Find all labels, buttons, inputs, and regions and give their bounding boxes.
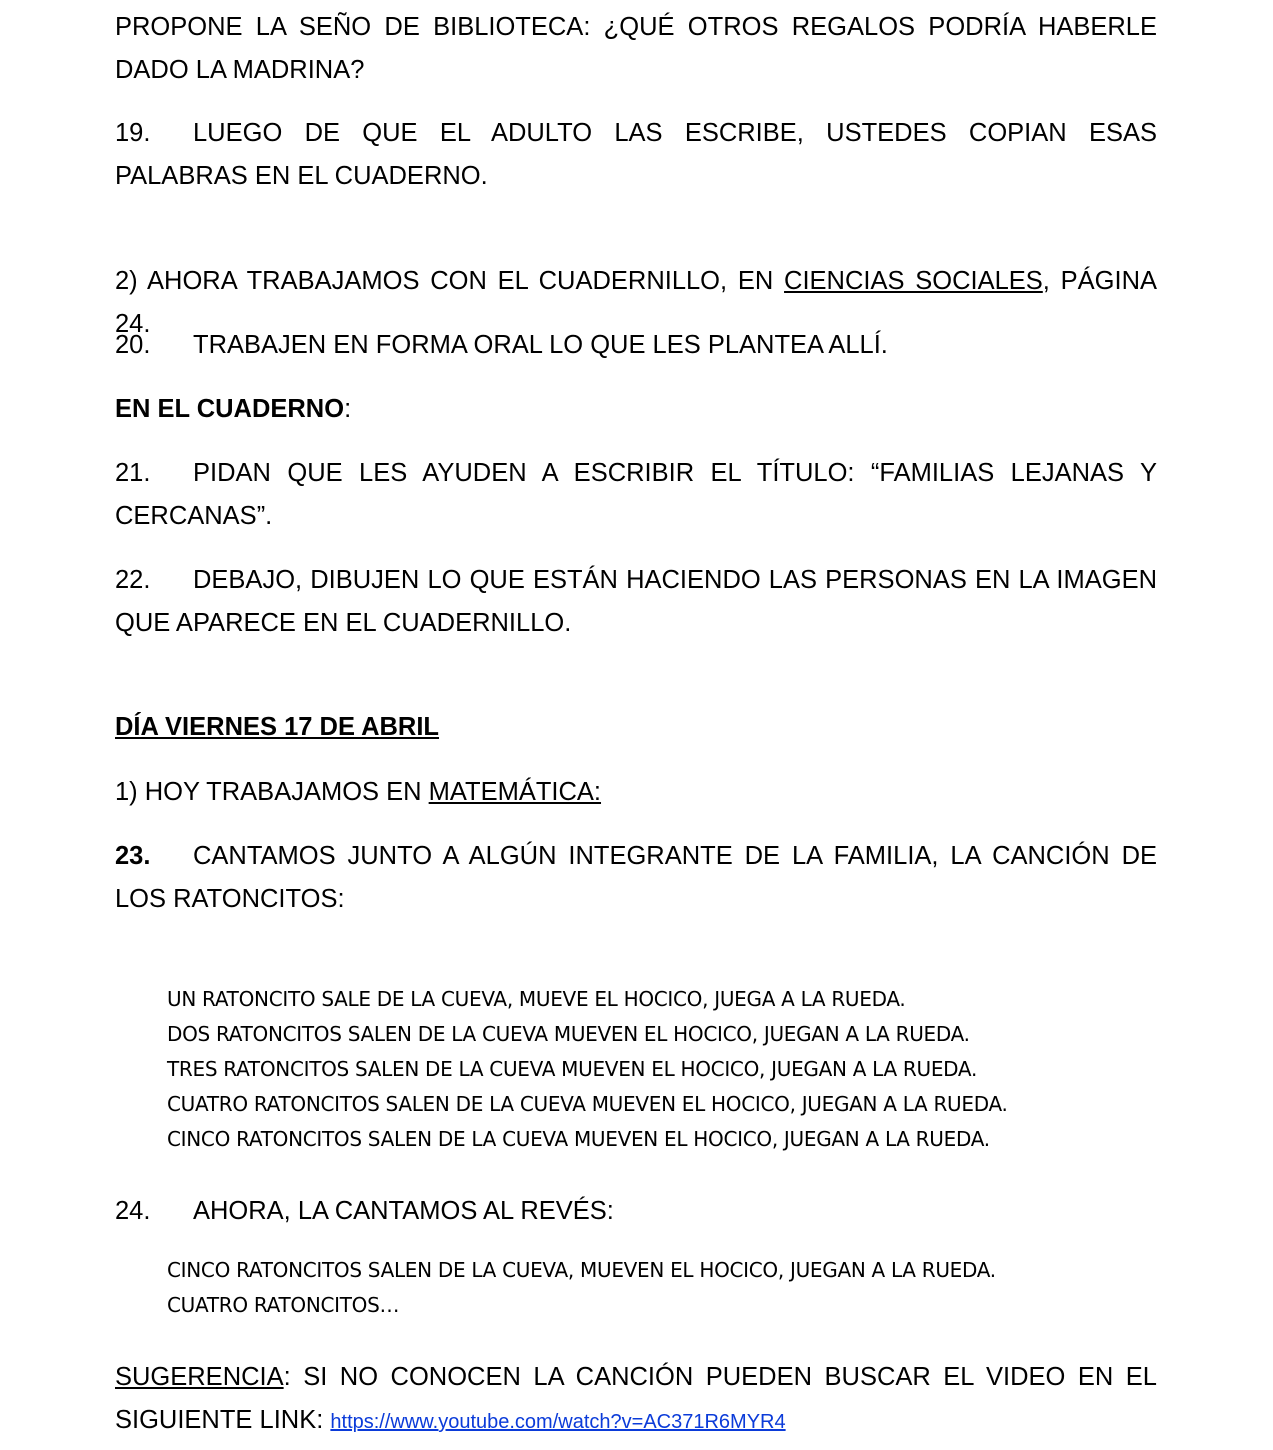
youtube-link[interactable]: https://www.youtube.com/watch?v=AC371R6MYR4 (330, 1411, 786, 1433)
item-24 (115, 1190, 1157, 1233)
text-segment: 2) AHORA TRABAJAMOS CON EL CUADERNILLO, EN (115, 267, 785, 295)
paragraph-matematica (115, 771, 1157, 814)
lyric-line: CUATRO RATONCITOS… (167, 1293, 400, 1317)
item-text: CANTAMOS JUNTO A ALGÚN INTEGRANTE DE LA FAMILIA, LA CANCIÓN DE LOS RATONCITOS: (115, 842, 1157, 913)
item-text: TRABAJEN EN FORMA ORAL LO QUE LES PLANTEA ALLÍ. (193, 331, 888, 359)
lyric-line: CINCO RATONCITOS SALEN DE LA CUEVA, MUEVEN EL HOCICO, JUEGAN A LA RUEDA. (167, 1258, 996, 1282)
label-en-el-cuaderno (115, 388, 1157, 431)
colon: : (344, 395, 352, 423)
sugerencia-text: : SI NO CONOCEN LA CANCIÓN PUEDEN BUSCAR EL VIDEO EN EL SIGUIENTE LINK: (115, 1363, 1157, 1434)
item-number: 19. (115, 119, 151, 147)
song-lyrics-reverse (115, 1253, 996, 1323)
item-text: DEBAJO, DIBUJEN LO QUE ESTÁN HACIENDO LAS PERSONAS EN LA IMAGEN QUE APARECE EN EL CUADERNILLO. (115, 566, 1157, 637)
lyric-line: DOS RATONCITOS SALEN DE LA CUEVA MUEVEN EL HOCICO, JUEGAN A LA RUEDA. (167, 1022, 970, 1046)
lyric-line: UN RATONCITO SALE DE LA CUEVA, MUEVE EL HOCICO, JUEGA A LA RUEDA. (167, 987, 906, 1011)
lyric-line: CUATRO RATONCITOS SALEN DE LA CUEVA MUEVEN EL HOCICO, JUEGAN A LA RUEDA. (167, 1092, 1008, 1116)
text-segment: , PÁGINA 24. (115, 267, 1157, 338)
item-text: LUEGO DE QUE EL ADULTO LAS ESCRIBE, USTEDES COPIAN ESAS PALABRAS EN EL CUADERNO. (115, 119, 1157, 190)
lyric-line: CINCO RATONCITOS SALEN DE LA CUEVA MUEVEN EL HOCICO, JUEGAN A LA RUEDA. (167, 1127, 990, 1151)
item-number: 24. (115, 1197, 151, 1225)
item-number: 23. (115, 842, 151, 870)
text-segment: 1) HOY TRABAJAMOS EN (115, 778, 429, 806)
item-23 (115, 835, 1157, 921)
item-21 (115, 452, 1157, 538)
item-22 (115, 559, 1157, 645)
item-19 (115, 112, 1157, 198)
item-number: 20. (115, 331, 151, 359)
subject-matematica: MATEMÁTICA: (428, 778, 602, 806)
item-text: PIDAN QUE LES AYUDEN A ESCRIBIR EL TÍTULO: “FAMILIAS LEJANAS Y CERCANAS”. (115, 459, 1157, 530)
paragraph-sugerencia (115, 1356, 1157, 1444)
subject-ciencias-sociales: CIENCIAS SOCIALES (784, 267, 1043, 295)
day-heading: DÍA VIERNES 17 DE ABRIL (115, 713, 440, 741)
item-text: AHORA, LA CANTAMOS AL REVÉS: (193, 1197, 614, 1225)
cuaderno-label: EN EL CUADERNO (115, 395, 345, 423)
lyric-line: TRES RATONCITOS SALEN DE LA CUEVA MUEVEN EL HOCICO, JUEGAN A LA RUEDA. (167, 1057, 978, 1081)
item-number: 22. (115, 566, 151, 594)
sugerencia-label: SUGERENCIA (115, 1363, 284, 1391)
item-number: 21. (115, 459, 151, 487)
item-20 (115, 324, 1157, 367)
song-lyrics (115, 982, 1008, 1157)
paragraph-biblioteca: PROPONE LA SEÑO DE BIBLIOTECA: ¿QUÉ OTROS REGALOS PODRÍA HABERLE DADO LA MADRINA? (115, 13, 1157, 84)
